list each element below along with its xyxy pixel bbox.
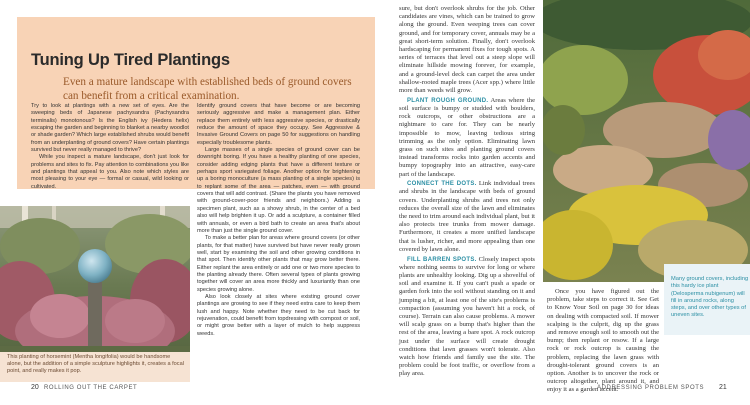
- section-paragraph: [399, 180, 535, 254]
- body-column-right-page: [399, 5, 535, 380]
- lead-paragraph: Even a mature landscape with established beds of ground covers can benefit from a critical examination.: [63, 76, 352, 102]
- sidebar-caption: Many ground covers, including this hardy ice plant (Delosperma nubigenum) will fill in around rocks, along steps, and over other types of uneven sites.: [671, 276, 749, 319]
- section-heading: FILL BARREN SPOTS.: [407, 256, 477, 263]
- paragraph: Identify ground covers that have become or are becoming seriously aggressive and make a management plan. Either replace them entirely with less aggressive species, or drastically reduce the amount of space they occupy. See Aggressive & Invasive Ground Covers on page 50 for suggestions on handling especially troublesome plants.: [197, 103, 360, 146]
- running-head: ROLLING OUT THE CARPET: [44, 385, 138, 391]
- section-text: Link individual trees and shrubs in the landscape with beds of ground covers. Underplanting shrubs and trees not only reduces the overall size of the lawn and eliminates the need to trim around each individual plant, but it also protects tree trunks from mower damage. Furthermore, it creates a more unified landscape that is lusher, richer, and more appealing than one covered by lawn alone.: [399, 180, 535, 253]
- paragraph: sure, but don't overlook shrubs for the job. Other candidates are vines, which can be trained to grow along the ground. Even weeping trees can cover ground, and for temporary cover, annuals may be a great short-term solution. Finally, don't overlook hardscaping for permanent fixes for tough spots. A series of terraces that level out a steep slope will eliminate hillside mowing forever, for example, and a ground-level deck can carpet the area under shallow-rooted maple trees (Acer spp.) where little more than weeds will grow.: [399, 5, 535, 95]
- section-heading: PLANT ROUGH GROUND.: [407, 97, 489, 104]
- paragraph: Once you have figured out the problem, take steps to correct it. See Get to Know Your Soil on page 30 for ideas on dealing with compacted soil. If mower scalping is the culprit, dig up the grass and remove enough soil to smooth out the bump; then replant or resow. If a large rock or rock outcrop is causing the problem, replacing the lawn grass with drought-tolerant ground covers is an option. Another is to uncover the rock or outcrop altogether, plant around it, and enjoy it as a garden accent.: [547, 288, 659, 394]
- section-paragraph: [399, 97, 535, 179]
- paragraph: While you inspect a mature landscape, don't just look for problems and sites to fix. Pay attention to combinations you like and plantings that appeal to you. Also note which styles are most pleasing to your eye — formal or casual, wild looking or cultivated.: [31, 154, 189, 190]
- rock-photo-art: [543, 0, 750, 282]
- paragraph: To make a better plan for areas where ground covers (or other plants, for that matter) have survived but have never really grown well, start by examining the soil and other growing conditions in that spot. Then identify other plants that may grow better there. Either replant the area entirely or add one or two more species to the planting already there. Often several types of plants growing together will cover an area more thickly and luxuriantly than one species growing alone.: [197, 235, 360, 293]
- section-heading: CONNECT THE DOTS.: [407, 181, 477, 188]
- running-head: ADDRESSING PROBLEM SPOTS: [597, 385, 705, 391]
- section-text: Closely inspect spots where nothing seems to survive for long or where plants are unhealthy looking. Dig up a shovelful of soil and examine it. If you can't push a spade or garden fork into the soil without standing on it and jumping a bit, at least one of the site's problems is compaction (assuming you haven't hit a rock, of course). Terrain can also cause problems. A mower will scalp grass on a bump that's higher than the rest of the area, leaving a bare spot. A rock outcrop just under the surface will create drought conditions that lawn grasses won't tolerate. Also watch how friends and family use the site. The problem could be foot traffic, or overflow from a play area.: [399, 255, 535, 378]
- section-paragraph: [399, 256, 535, 379]
- rock-garden-photo: [543, 0, 750, 282]
- photo-caption: This planting of horsemint (Mentha longifolia) would be handsome alone, but the addition of a simple sculpture highlights it, creates a focal point, and really makes it pop.: [7, 354, 184, 374]
- paragraph: Large masses of a single species of ground cover can be downright boring. If you have a healthy planting of one species, consider adding edging plants that have a different texture or perhaps sport variegated foliage. Another option for brightening up a boring monoculture (a mass planting of a single species) is to replant some of the area — patches, even — with ground covers that will add contrast. (Share the plants you have removed with ground-cover-poor friends and neighbors.) Adding a specimen plant, such as a showy shrub, in the center of a bed also will help brighten it up. Or add a sculpture, a container filled with annuals, or even a bird bath to create an area that's about more than just the single ground cover.: [197, 147, 360, 234]
- body-column-left: [31, 103, 189, 191]
- page-title: Tuning Up Tired Plantings: [31, 51, 230, 69]
- paragraph: Try to look at plantings with a new set of eyes. Are the sweeping beds of Japanese pachysandra (Pachysandra terminalis) monotonous? Is the English ivy (Hedera helix) escaping the garden and beginning to blanket a nearby woodlot or shade garden? Which large established shrubs would benefit from an underplanting of ground covers? Have certain plantings survived but never really managed to thrive?: [31, 103, 189, 154]
- section-text: Areas where the soil surface is bumpy or studded with boulders, rock outcrops, or other obstructions are a nightmare to care for. They can be nearly impossible to mow, leaving tedious string trimming as the only option. Eliminating lawn grass on such sites and planting ground covers instead transforms rocks into garden accents and bumpy topography into an attractive, easy-care part of the landscape.: [399, 96, 535, 178]
- page-number: 20: [31, 384, 39, 391]
- body-column-right-page-2: [547, 288, 659, 396]
- body-column-right: [197, 103, 360, 338]
- page-number: 21: [719, 384, 727, 391]
- paragraph: Also look closely at sites where existing ground cover plantings are growing to see if they need extra care to keep them lush and happy. Note whether they need to be cut back for rejuvenation, could benefit from topdressing with compost or soil, or might grow better with a layer of mulch to help suppress weeds.: [197, 293, 360, 337]
